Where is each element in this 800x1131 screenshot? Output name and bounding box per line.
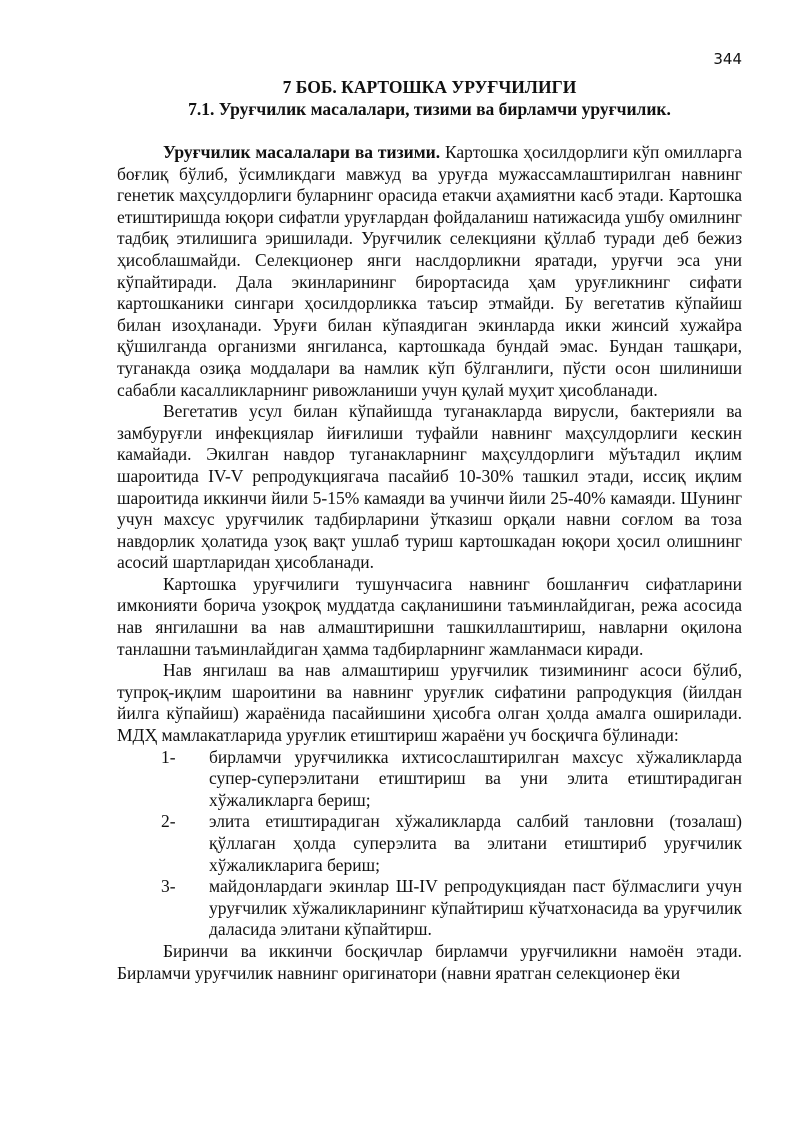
list-item-number: 3- xyxy=(161,876,176,897)
paragraph-lead: Уруғчилик масалалари ва тизими. xyxy=(163,142,441,162)
chapter-title: 7 БОБ. КАРТОШКА УРУҒЧИЛИГИ xyxy=(282,77,577,97)
list-item xyxy=(117,747,742,812)
list-item-number: 2- xyxy=(161,811,176,832)
paragraph-2: Вегетатив усул билан кўпайишда туганакларда вирусли, бактерияли ва замбуруғли инфекциялар йиғилиши туфайли навнинг маҳсулдорлиги кескин камайади. Экилган навдор туганакларнинг маҳсулдорлиги мўътадил иқлим шароитида IV-V репродукциягача пасайиб 10-30% ташкил этади, иссиқ иқлим шароитида иккинчи йили 5-15% камаяди ва учинчи йили 25-40% камаяди. Шунинг учун махсус уруғчилик тадбирларини ўтказиш орқали навни соғлом ва тоза навдорлик ҳолатида узоқ вақт ушлаб туриш картошкадан юқори ҳосил олишнинг асосий шартларидан ҳисобланади. xyxy=(117,401,742,573)
list-item-text: бирламчи уруғчиликка ихтисослаштирилган махсус хўжаликларда супер-суперэлитани етиштириш ва уни элита етиштирадиган хўжаликларга бериш; xyxy=(209,746,742,810)
list-item-text: майдонлардаги экинлар Ш-IV репродукциядан паст бўлмаслиги учун уруғчилик хўжаликларининг кўпайтириш кўчатхонасида ва уруғчилик даласида элитани кўпайтирш. xyxy=(209,876,742,940)
section-title: 7.1. Уруғчилик масалалари, тизими ва бирламчи уруғчилик. xyxy=(188,99,671,119)
stages-list xyxy=(117,747,742,941)
list-item-number: 1- xyxy=(161,746,176,767)
page-number: 344 xyxy=(713,50,742,68)
paragraph-3: Картошка уруғчилиги тушунчасига навнинг бошланғич сифатларини имконияти борича узоқроқ муддатда сақланишини таъминлайдиган, режа асосида нав янгилашни ва нав алмаштиришни ташкиллаштириш, навларни оқилона танлашни таъминлайдиган ҳамма тадбирларнинг жамланмаси киради. xyxy=(117,573,742,659)
paragraph-text: Картошка ҳосилдорлиги кўп омилларга боғлиқ бўлиб, ўсимликдаги мавжуд ва уруғда мужассамлаштирилган навнинг генетик маҳсулдорлиги буларнинг орасида етакчи аҳамиятни касб этади. Картошка етиштиришда юқори сифатли уруғлардан фойдаланиш натижасида ушбу омилнинг тадбиқ этилишига эришилади. Уруғчилик селекцияни қўллаб туради деб бежиз ҳисоблашмайди. Селекционер янги наслдорликни яратади, уруғчи эса уни кўпайтиради. Дала экинларининг бирортасида ҳам уруғликнинг сифати картошканики сингари ҳосилдорликка таъсир этмайди. Бу вегетатив кўпайиш билан изоҳланади. Уруғи билан кўпаядиган экинларда икки жинсий хужайра қўшилганда организми янгиланса, картошкада бундай эмас. Бундан ташқари, туганакда озиқа моддалари ва намлик кўп бўлганлиги, пўсти осон шилиниши сабабли касалликларнинг ривожланиши учун қулай муҳит ҳисобланади. xyxy=(117,142,742,400)
document-body xyxy=(117,76,742,984)
closing-paragraph: Биринчи ва иккинчи босқичлар бирламчи уруғчиликни намоён этади. Бирламчи уруғчилик навнинг оригинатори (навни яратган селекционер ёки xyxy=(117,940,742,983)
paragraph-1 xyxy=(117,142,742,401)
list-item-text: элита етиштирадиган хўжаликларда салбий танловни (тозалаш) қўллаган ҳолда суперэлита ва элитани етиштириб уруғчилик хўжаликларига бериш; xyxy=(209,811,742,875)
list-item xyxy=(117,876,742,941)
list-item xyxy=(117,811,742,876)
paragraph-4: Нав янгилаш ва нав алмаштириш уруғчилик тизимининг асоси бўлиб, тупроқ-иқлим шароитини ва навнинг уруғлик сифатини рапродукция (йилдан йилга кўпайиш) жараёнида пасайишини ҳисобга олган ҳолда амалга оширилади. МДҲ мамлакатларида уруғлик етиштириш жараёни уч босқичга бўлинади: xyxy=(117,660,742,746)
